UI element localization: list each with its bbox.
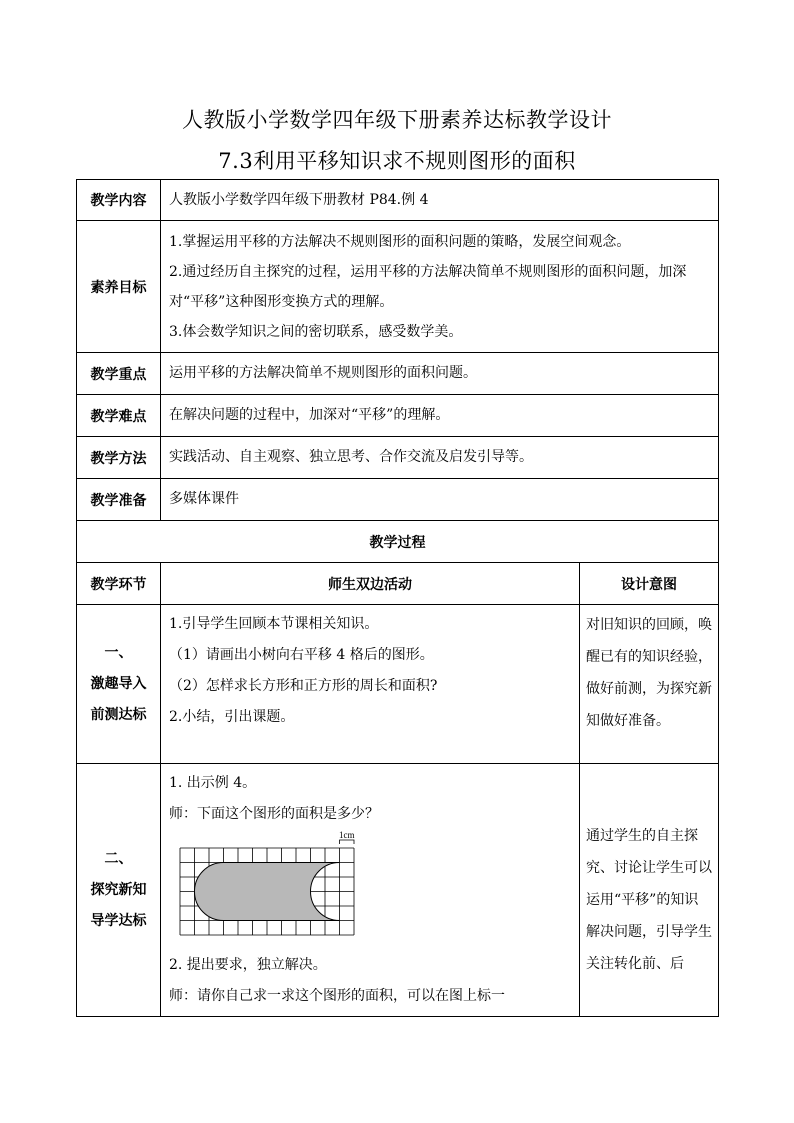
- stage-1-title: 激趣导入: [90, 675, 147, 692]
- row-stage-2: [77, 764, 719, 1017]
- row-goals: [77, 221, 719, 353]
- stage-1-intent: 对旧知识的回顾，唤醒已有的知识经验，做好前测，为探究新知做好准备。: [580, 605, 719, 764]
- activity-line: （1）请画出小树向右平移 4 格后的图形。: [169, 647, 434, 663]
- lesson-title: 7.3利用平移知识求不规则图形的面积: [218, 149, 576, 173]
- stage-1-activities: [161, 605, 580, 764]
- value-difficulty: 在解决问题的过程中，加深对“平移”的理解。: [161, 395, 719, 437]
- value-method: 实践活动、自主观察、独立思考、合作交流及启发引导等。: [161, 437, 719, 479]
- stage-2-intent: 通过学生的自主探究、讨论让学生可以运用“平移”的知识解决问题，引导学生关注转化前、后: [580, 764, 719, 1017]
- grid-area-figure: [175, 830, 361, 950]
- unit-bracket-icon: [340, 840, 355, 844]
- activity-line: （2）怎样求长方形和正方形的周长和面积?: [169, 678, 438, 694]
- value-content: 人教版小学数学四年级下册教材 P84.例 4: [161, 180, 719, 221]
- goal-item: 2.通过经历自主探究的过程，运用平移的方法解决简单不规则图形的面积问题，加深对“平移”这种图形变换方式的理解。: [169, 263, 687, 310]
- activity-line: 2.小结，引出课题。: [169, 709, 295, 725]
- label-prep: 教学准备: [77, 479, 161, 521]
- document-title: 人教版小学数学四年级下册素养达标教学设计: [182, 108, 612, 132]
- row-stage-1: [77, 605, 719, 764]
- goal-item: 1.掌握运用平移的方法解决不规则图形的面积问题的策略，发展空间观念。: [169, 233, 631, 250]
- row-content: [77, 180, 719, 221]
- stage-2-title: 探究新知: [90, 881, 147, 898]
- label-difficulty: 教学难点: [77, 395, 161, 437]
- process-title: 教学过程: [77, 521, 719, 563]
- stage-2-name: [77, 764, 161, 1017]
- value-goals: [161, 221, 719, 353]
- stage-1-name: [77, 605, 161, 764]
- row-key: [77, 353, 719, 395]
- label-method: 教学方法: [77, 437, 161, 479]
- row-process-header: [77, 563, 719, 605]
- goal-item: 3.体会数学知识之间的密切联系，感受数学美。: [169, 323, 463, 340]
- stage-2-subtitle: 导学达标: [90, 912, 147, 929]
- row-process-title: [77, 521, 719, 563]
- stage-2-number: 二、: [104, 850, 133, 867]
- activity-line: 1.引导学生回顾本节课相关知识。: [169, 616, 379, 632]
- activity-line: 师：下面这个图形的面积是多少？: [169, 806, 379, 822]
- label-key: 教学重点: [77, 353, 161, 395]
- stage-2-activities: [161, 764, 580, 1017]
- value-prep: 多媒体课件: [161, 479, 719, 521]
- label-content: 教学内容: [77, 180, 161, 221]
- activity-line: 1. 出示例 4。: [169, 775, 257, 791]
- stage-1-subtitle: 前测达标: [90, 706, 147, 723]
- activity-line: 2. 提出要求，独立解决。: [169, 957, 327, 973]
- value-key: 运用平移的方法解决简单不规则图形的面积问题。: [161, 353, 719, 395]
- row-method: [77, 437, 719, 479]
- stage-1-number: 一、: [104, 644, 133, 661]
- activity-line: 师：请你自己求一求这个图形的面积，可以在图上标一: [169, 988, 505, 1004]
- col-header-stage: 教学环节: [77, 563, 161, 605]
- col-header-intent: 设计意图: [580, 563, 719, 605]
- label-goals: 素养目标: [77, 221, 161, 353]
- unit-label: 1cm: [339, 830, 355, 840]
- row-difficulty: [77, 395, 719, 437]
- row-prep: [77, 479, 719, 521]
- col-header-activity: 师生双边活动: [161, 563, 580, 605]
- lesson-plan-table: [76, 179, 719, 1017]
